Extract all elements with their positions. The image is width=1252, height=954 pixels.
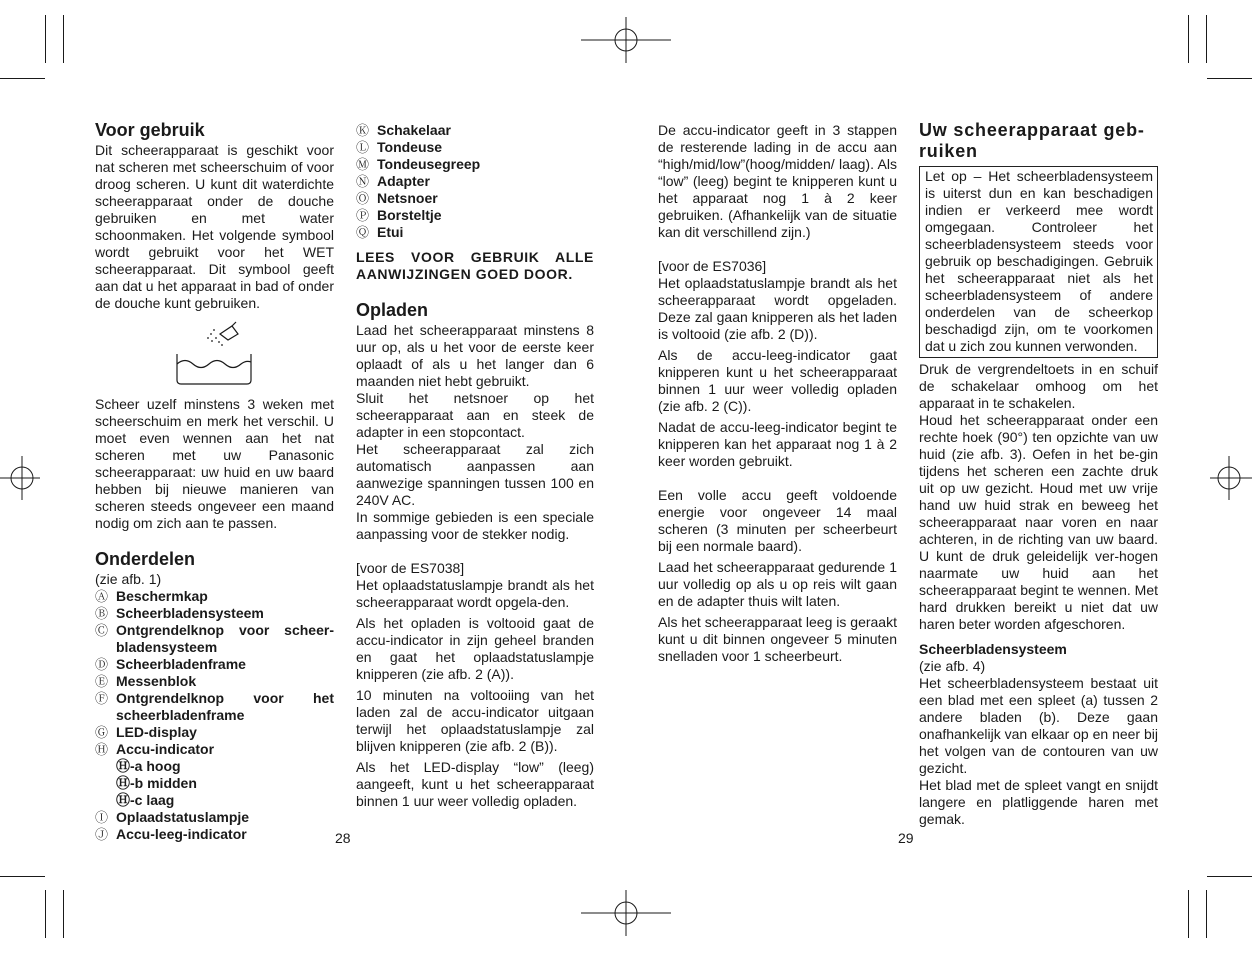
list-item: Ⓠ Etui <box>356 224 404 240</box>
crop-mark <box>1207 876 1252 877</box>
section-title-voor-gebruik: Voor gebruik <box>95 120 205 140</box>
crop-mark <box>45 15 46 63</box>
list-item: Ⓙ Accu-leeg-indicator <box>95 826 247 842</box>
registration-mark-icon <box>581 17 671 63</box>
column-opladen <box>356 122 594 810</box>
sub-list-item: Ⓗ-a hoog <box>116 758 181 774</box>
figure-reference: (zie afb. 1) <box>95 571 162 587</box>
list-item: Ⓟ Borsteltje <box>356 207 442 223</box>
opladen-paragraph: Sluit het netsnoer op het scheerapparaat aan en steek de adapter in een stopcontact. <box>356 390 594 440</box>
voor-gebruik-paragraph: Scheer uzelf minstens 3 weken met scheerschuim en merk het verschil. U moet even wennen aan het nat scheren met uw Panasonic scheerapparaat: uw huid en uw baard hebben bij nieuwe manieren van scheren steeds ongeveer een maand nodig om zich aan te passen. <box>95 396 334 531</box>
registration-mark-icon <box>1210 456 1252 500</box>
sub-list-item: Ⓗ-c laag <box>116 792 175 808</box>
opladen-paragraph: Als het opladen is voltooid gaat de accu-indicator in zijn geheel branden en gaat het oplaadstatuslampje knipperen (zie afb. 2 (A)). <box>356 615 594 682</box>
read-notice: LEES VOOR GEBRUIK ALLE AANWIJZINGEN GOED DOOR. <box>356 249 594 282</box>
column-accu-indicator <box>658 122 897 665</box>
gebruiken-paragraph: Houd het scheerapparaat onder een rechte hoek (90°) ten opzichte van uw huid (zie afb. 3). Oefen in het be-gin tijdens het scheren een zachte druk uit op uw gezicht. Houd met uw vrije hand uw huid strak en beweeg het scheerapparaat naar voren en naar achteren, in de richting van uw baard. U kunt de druk geleidelijk ver-hogen naarmate uw huid aan het scheerapparaat begint te wennen. Met hard drukken bereikt u niet dat uw haren beter worden afgeschoren. <box>919 412 1158 632</box>
model-label: [voor de ES7036] <box>658 258 767 274</box>
registration-mark-icon <box>0 456 40 500</box>
opladen-paragraph: Het scheerapparaat zal zich automatisch aanpassen aan aanwezige spanningen tussen 100 en 240V AC. <box>356 441 594 508</box>
subsection-title-scheerbladensysteem: Scheerbladensysteem <box>919 641 1067 657</box>
opladen-paragraph: Als het LED-display “low” (leeg) aangeeft, kunt u het scheerapparaat binnen 1 uur weer volledig opladen. <box>356 759 594 809</box>
list-item: Ⓕ Ontgrendelknop voor het scheerbladenframe <box>95 690 334 723</box>
crop-mark <box>1206 15 1207 63</box>
list-item: Ⓘ Oplaadstatuslampje <box>95 809 250 825</box>
accu-paragraph: Nadat de accu-leeg-indicator begint te knipperen kan het apparaat nog 1 à 2 keer worden gebruikt. <box>658 419 897 469</box>
section-title-opladen: Opladen <box>356 300 429 320</box>
page-number: 28 <box>335 830 351 846</box>
crop-mark <box>1207 78 1252 79</box>
figure-reference: (zie afb. 4) <box>919 658 986 674</box>
crop-mark <box>1206 890 1207 938</box>
list-item: Ⓛ Tondeuse <box>356 139 443 155</box>
opladen-paragraph: In sommige gebieden is een speciale aanpassing voor de stekker nodig. <box>356 509 594 542</box>
list-item: Ⓓ Scheerbladenframe <box>95 656 246 672</box>
voor-gebruik-paragraph: Dit scheerapparaat is geschikt voor nat scheren met scheerschuim of voor droog scheren. U kunt dit waterdichte scheerapparaat onder de douche gebruiken en met water schoonmaken. Het volgende symbool wordt gebruikt voor het WET scheerapparaat. Dit symbool geeft aan dat u het apparaat in bad of onder de douche kunt gebruiken. <box>95 142 334 311</box>
section-title-gebruiken: Uw scheerapparaat geb-ruiken <box>919 120 1145 161</box>
crop-mark <box>0 876 45 877</box>
crop-mark <box>63 15 64 63</box>
crop-mark <box>1188 15 1189 63</box>
accu-paragraph: De accu-indicator geeft in 3 stappen de resterende lading in de accu aan “high/mid/low”(hoog/midden/ laag). Als “low” (leeg) begint te knipperen kunt u het apparaat nog 1 à 2 keer gebruiken. (Afhankelijk van de situatie kan dit verschillend zijn.) <box>658 122 897 240</box>
list-item: Ⓝ Adapter <box>356 173 430 189</box>
list-item: Ⓞ Netsnoer <box>356 190 438 206</box>
scheerbladensysteem-paragraph: Het blad met de spleet vangt en snijdt langere en platliggende haren met gemak. <box>919 777 1158 827</box>
shower-bath-symbol-icon <box>95 312 334 396</box>
opladen-paragraph: 10 minuten na voltooiing van het laden zal de accu-indicator uitgaan terwijl het oplaadstatuslampje zal blijven knipperen (zie afb. 2 (B)). <box>356 687 594 754</box>
list-item: Ⓒ Ontgrendelknop voor scheer-bladensysteem <box>95 622 334 655</box>
opladen-paragraph: Laad het scheerapparaat minstens 8 uur op, als u het voor de eerste keer oplaadt of als u het langer dan 6 maanden niet hebt gebruikt. <box>356 322 594 389</box>
opladen-paragraph: Het oplaadstatuslampje brandt als het scheerapparaat wordt opgela-den. <box>356 577 594 610</box>
accu-paragraph: Laad het scheerapparaat gedurende 1 uur volledig op als u op reis wilt gaan en de adapter thuis wilt laten. <box>658 559 897 609</box>
list-item: Ⓗ Accu-indicator <box>95 741 215 757</box>
accu-paragraph: Als de accu-leeg-indicator gaat knipperen kunt u het scheerapparaat binnen 1 uur weer volledig opladen (zie afb. 2 (C)). <box>658 347 897 414</box>
crop-mark <box>45 890 46 938</box>
column-gebruiken <box>919 120 1158 828</box>
list-item: Ⓖ LED-display <box>95 724 197 740</box>
sub-list-item: Ⓗ-b midden <box>116 775 197 791</box>
list-item: Ⓔ Messenblok <box>95 673 197 689</box>
warning-box: Let op – Het scheerbladensysteem is uiterst dun en kan beschadigen indien er verkeerd mee wordt omgegaan. Controleer het scheerbladensysteem steeds voor gebruik op beschadigingen. Gebruik het scheerapparaat niet als het scheerbladensysteem of andere onderdelen van de scheerkop beschadigd zijn, om te voorkomen dat u zich zou kunnen verwonden. <box>919 166 1158 358</box>
scheerbladensysteem-paragraph: Het scheerbladensysteem bestaat uit een blad met een spleet (a) tussen 2 andere bladen (b). Deze gaan onafhankelijk van elkaar op en neer bij het volgen van de contouren van uw gezicht. <box>919 675 1158 776</box>
list-item: Ⓜ Tondeusegreep <box>356 156 481 172</box>
crop-mark <box>1188 890 1189 938</box>
registration-mark-icon <box>581 890 671 936</box>
list-item: Ⓑ Scheerbladensysteem <box>95 605 264 621</box>
parts-list <box>95 809 334 843</box>
accu-paragraph: Als het scheerapparaat leeg is geraakt kunt u dit binnen ongeveer 5 minuten snelladen voor 1 scheerbeurt. <box>658 614 897 664</box>
parts-list <box>356 122 594 241</box>
page-number: 29 <box>898 830 914 846</box>
accu-paragraph: Een volle accu geeft voldoende energie voor ongeveer 14 maal scheren (3 minuten per scheerbeurt bij een normale baard). <box>658 487 897 554</box>
list-item: Ⓚ Schakelaar <box>356 122 451 138</box>
column-voor-gebruik <box>95 120 334 843</box>
gebruiken-paragraph: Druk de vergrendeltoets in en schuif de schakelaar omhoog om het apparaat in te schakelen. <box>919 361 1158 411</box>
crop-mark <box>63 890 64 938</box>
crop-mark <box>0 78 45 79</box>
accu-paragraph: Het oplaadstatuslampje brandt als het scheerapparaat wordt opgeladen. Deze zal gaan knipperen als het laden is voltooid (zie afb. 2 (D)). <box>658 275 897 342</box>
section-title-onderdelen: Onderdelen <box>95 549 196 569</box>
model-label: [voor de ES7038] <box>356 560 465 576</box>
list-item: Ⓐ Beschermkap <box>95 588 208 604</box>
parts-list <box>95 588 334 758</box>
